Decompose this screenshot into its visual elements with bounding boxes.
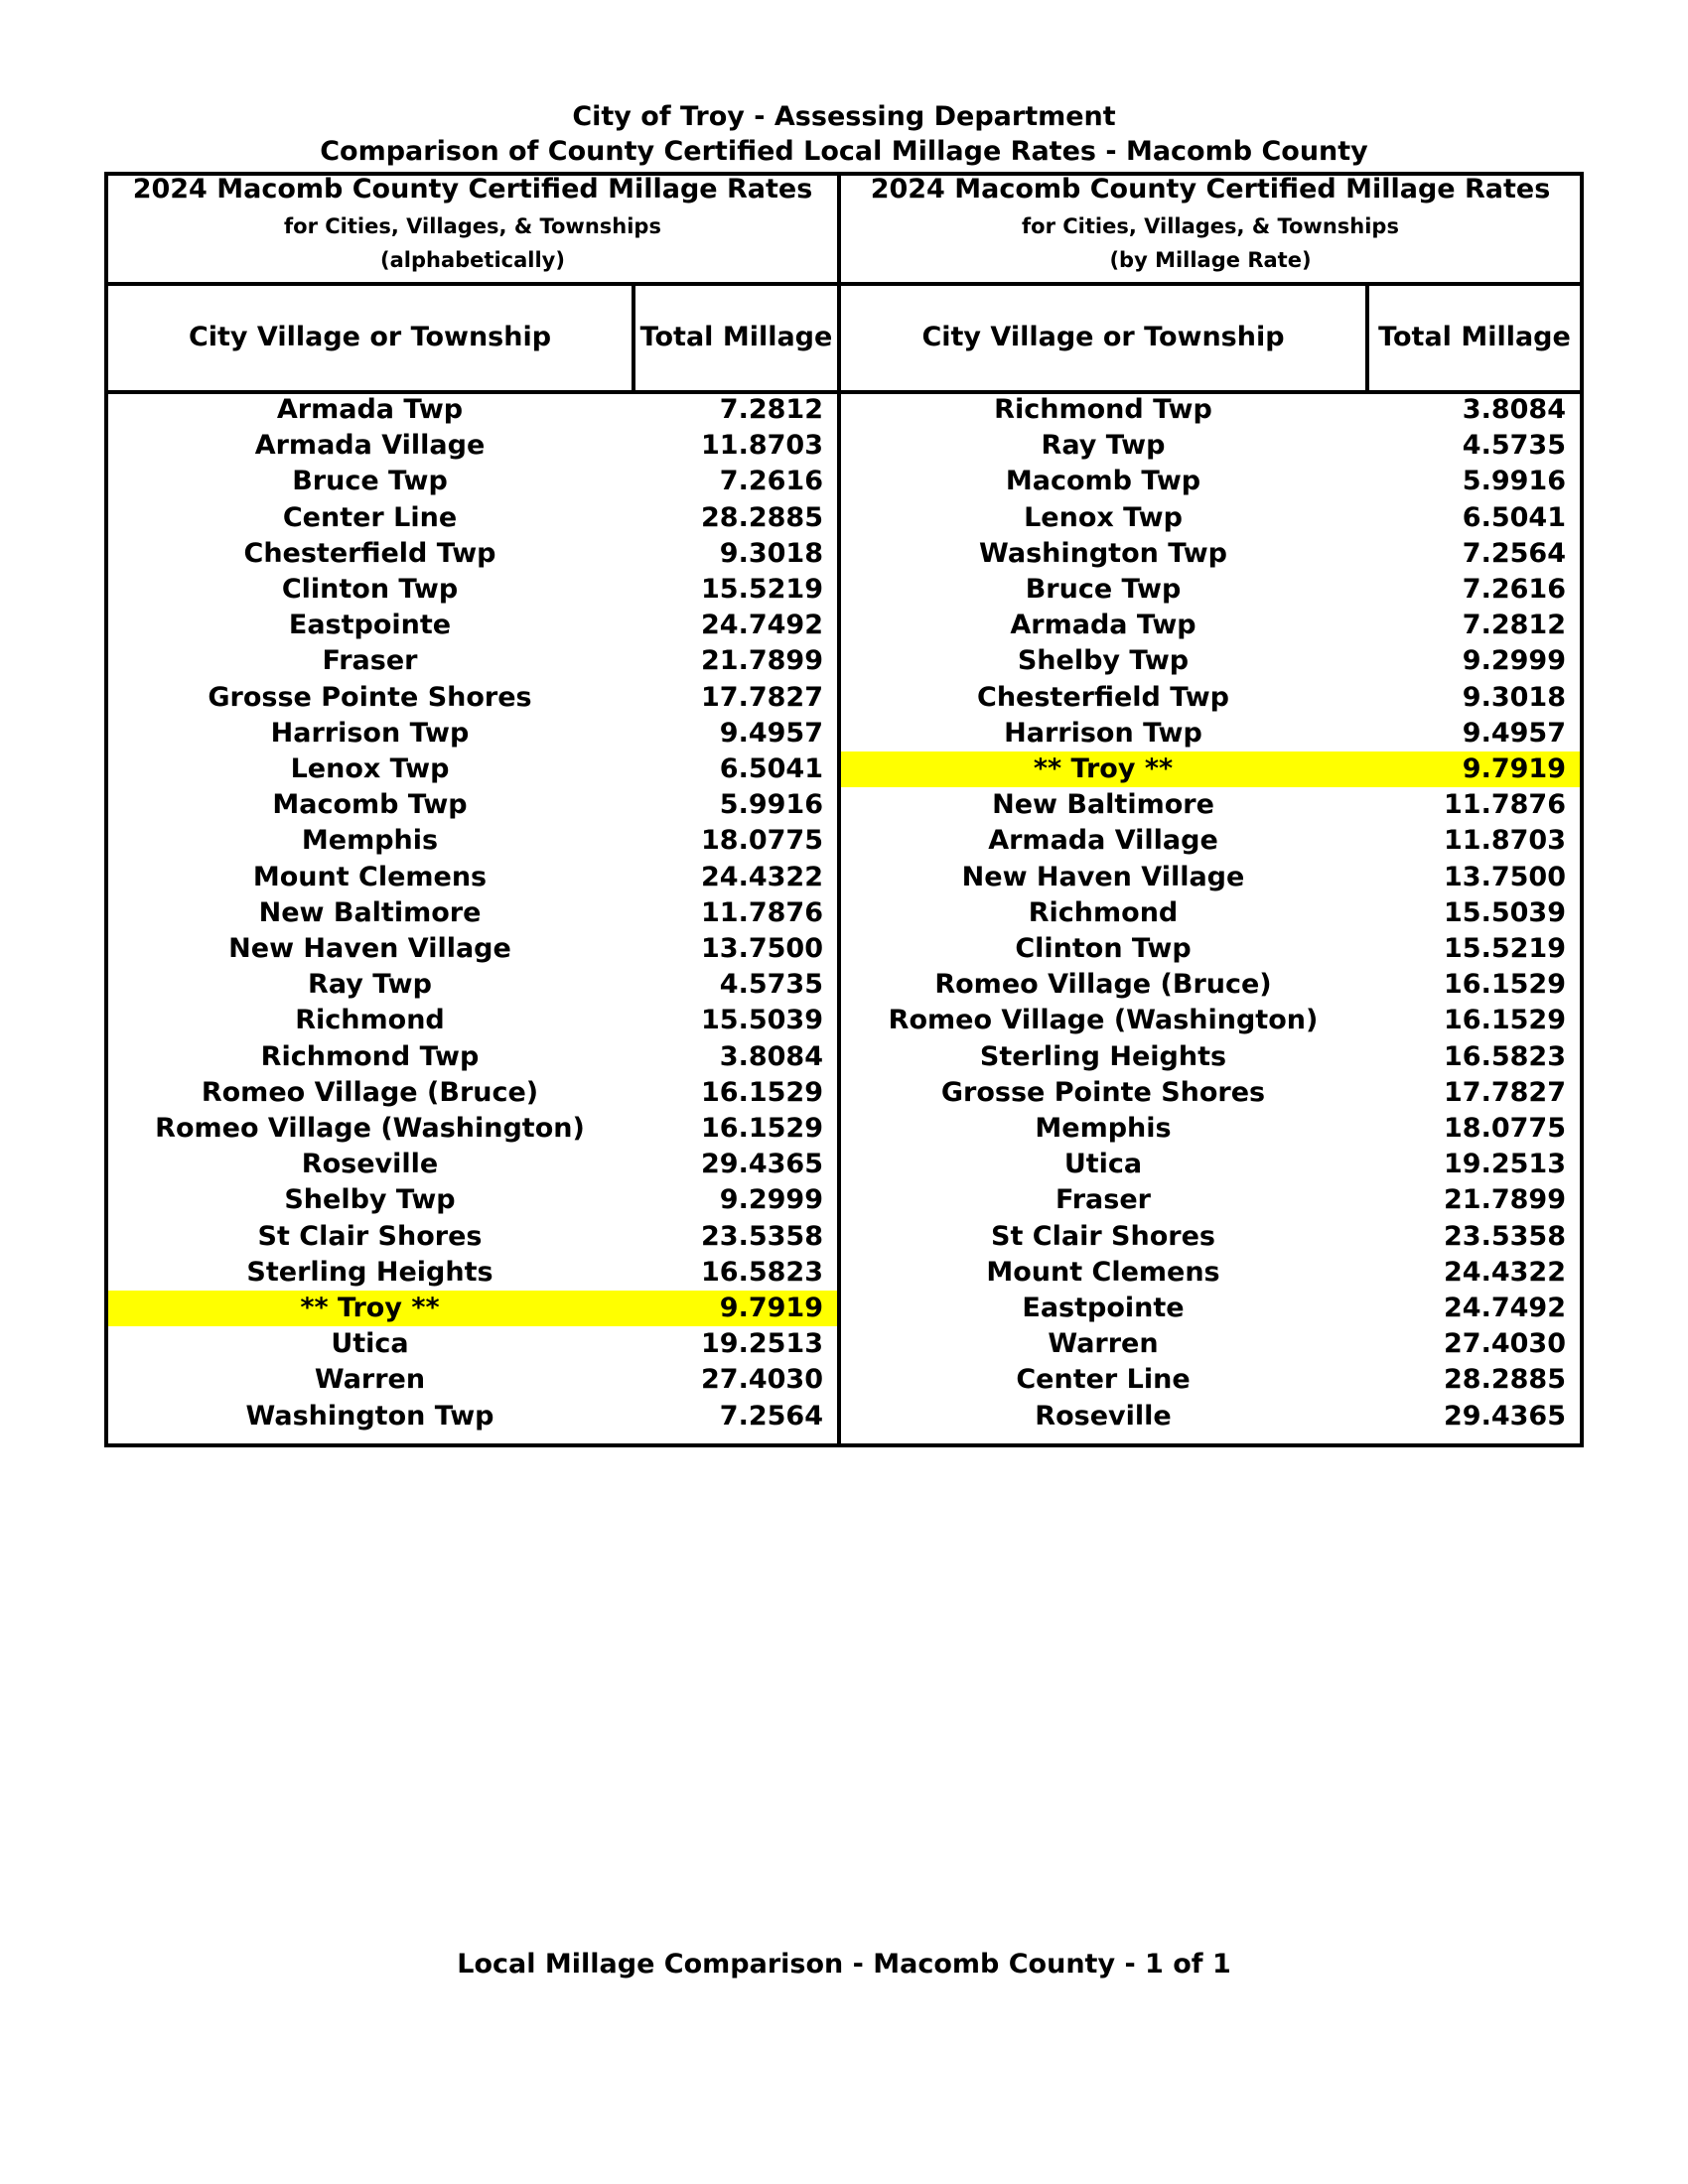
- row-name: Lenox Twp: [290, 753, 450, 784]
- right-order-note: (by Millage Rate): [1109, 248, 1312, 272]
- row-name: St Clair Shores: [257, 1220, 483, 1252]
- table-row: [108, 1326, 837, 1362]
- row-value: 5.9916: [1462, 466, 1566, 497]
- row-name: Romeo Village (Bruce): [934, 969, 1272, 1001]
- row-name: New Baltimore: [258, 896, 482, 928]
- row-value: 4.5735: [719, 969, 823, 1001]
- row-value: 11.7876: [701, 896, 823, 928]
- row-name: Memphis: [1035, 1113, 1172, 1144]
- row-value: 16.1529: [701, 1113, 823, 1144]
- table-row: [108, 931, 837, 967]
- row-name: Center Line: [1016, 1364, 1191, 1396]
- table-row: [841, 680, 1580, 716]
- row-name: Roseville: [301, 1149, 439, 1180]
- row-value: 15.5219: [701, 574, 823, 605]
- table-row: [108, 1255, 837, 1291]
- row-name: Harrison Twp: [270, 717, 470, 749]
- row-name: Fraser: [322, 645, 418, 677]
- table-row: [108, 787, 837, 823]
- table-row: [108, 572, 837, 608]
- row-value: 16.1529: [1444, 1005, 1566, 1036]
- row-name: Clinton Twp: [281, 574, 459, 605]
- row-value: 3.8084: [719, 1040, 823, 1072]
- table-row: [108, 716, 837, 751]
- row-name: Eastpointe: [288, 610, 452, 641]
- right-subheading: for Cities, Villages, & Townships: [1022, 214, 1399, 238]
- table-row: [108, 500, 837, 536]
- row-value: 16.5823: [701, 1256, 823, 1288]
- table-row: [841, 1219, 1580, 1255]
- row-name: Chesterfield Twp: [977, 681, 1229, 713]
- table-row: [841, 608, 1580, 643]
- row-name: Washington Twp: [245, 1400, 494, 1432]
- header-divider: [104, 282, 1584, 286]
- page-subtitle: Comparison of County Certified Local Millage Rates - Macomb County: [320, 136, 1368, 167]
- table-row: [841, 751, 1580, 787]
- row-value: 19.2513: [701, 1328, 823, 1360]
- row-value: 7.2564: [1462, 537, 1566, 569]
- table-row: [108, 1075, 837, 1111]
- row-name: New Haven Village: [961, 861, 1245, 892]
- row-value: 24.7492: [1444, 1293, 1566, 1323]
- table-row: [841, 1111, 1580, 1147]
- row-name: Richmond Twp: [260, 1040, 480, 1072]
- table-row: [841, 1362, 1580, 1398]
- table-row: [841, 1147, 1580, 1182]
- row-name: St Clair Shores: [991, 1220, 1215, 1252]
- table-row: [841, 895, 1580, 931]
- row-value: 7.2616: [1462, 574, 1566, 605]
- table-row: [108, 1182, 837, 1218]
- row-value: 19.2513: [1444, 1149, 1566, 1180]
- row-name: Utica: [331, 1328, 409, 1360]
- row-name: Armada Village: [254, 430, 486, 462]
- row-value: 15.5219: [1444, 933, 1566, 964]
- row-name: Warren: [314, 1364, 426, 1396]
- row-name: Romeo Village (Washington): [888, 1005, 1319, 1036]
- table-row: [841, 572, 1580, 608]
- row-value: 7.2812: [1462, 610, 1566, 641]
- right-heading: 2024 Macomb County Certified Millage Rates: [870, 174, 1551, 205]
- row-value: 6.5041: [719, 753, 823, 784]
- table-row: [108, 1003, 837, 1038]
- row-name: Armada Village: [988, 825, 1218, 857]
- table-row: [108, 1399, 837, 1434]
- row-name: Harrison Twp: [1004, 717, 1202, 749]
- table-row: [108, 751, 837, 787]
- row-name: Clinton Twp: [1015, 933, 1192, 964]
- table-row: [841, 931, 1580, 967]
- table-row: [841, 967, 1580, 1003]
- row-value: 6.5041: [1462, 501, 1566, 533]
- row-value: 24.7492: [701, 610, 823, 641]
- row-name: Fraser: [1055, 1184, 1151, 1216]
- table-row: [108, 536, 837, 572]
- row-value: 21.7899: [701, 645, 823, 677]
- table-row: [841, 716, 1580, 751]
- table-row: [108, 823, 837, 859]
- row-name: Shelby Twp: [1017, 645, 1190, 677]
- table-row: [841, 500, 1580, 536]
- row-name: Romeo Village (Bruce): [201, 1076, 539, 1108]
- row-name: Sterling Heights: [246, 1256, 493, 1288]
- page-footer: Local Millage Comparison - Macomb County - 1 of 1: [457, 1949, 1231, 1979]
- right-col-name-header: City Village or Township: [921, 322, 1285, 352]
- row-value: 17.7827: [1444, 1076, 1566, 1108]
- row-name: Ray Twp: [308, 969, 432, 1001]
- row-value: 9.3018: [719, 537, 823, 569]
- row-value: 5.9916: [719, 789, 823, 821]
- row-value: 11.8703: [701, 430, 823, 462]
- table-row: [841, 1255, 1580, 1291]
- row-value: 9.4957: [1462, 717, 1566, 749]
- table-row: [108, 643, 837, 679]
- row-value: 24.4322: [1444, 1256, 1566, 1288]
- table-row: [108, 1219, 837, 1255]
- row-name: Macomb Twp: [272, 789, 468, 821]
- table-row: [841, 1291, 1580, 1326]
- row-name: Eastpointe: [1022, 1293, 1185, 1323]
- table-row: [108, 680, 837, 716]
- row-value: 11.8703: [1444, 825, 1566, 857]
- row-value: 21.7899: [1444, 1184, 1566, 1216]
- row-value: 13.7500: [1444, 861, 1566, 892]
- row-value: 18.0775: [1444, 1113, 1566, 1144]
- table-row: [108, 1147, 837, 1182]
- row-name: Grosse Pointe Shores: [208, 681, 532, 713]
- row-name: Center Line: [282, 501, 458, 533]
- table-row: [108, 1039, 837, 1075]
- row-value: 9.3018: [1462, 681, 1566, 713]
- left-col-value-header: Total Millage: [639, 322, 833, 352]
- row-value: 16.1529: [701, 1076, 823, 1108]
- table-row: [108, 967, 837, 1003]
- row-value: 18.0775: [701, 825, 823, 857]
- row-name: Mount Clemens: [986, 1256, 1220, 1288]
- left-col-name-header: City Village or Township: [188, 322, 552, 352]
- row-name: Sterling Heights: [979, 1040, 1227, 1072]
- row-value: 29.4365: [701, 1149, 823, 1180]
- row-name: Memphis: [301, 825, 439, 857]
- table-row: [841, 823, 1580, 859]
- row-value: 27.4030: [701, 1364, 823, 1396]
- row-name: Warren: [1048, 1328, 1159, 1360]
- left-subheading: for Cities, Villages, & Townships: [284, 214, 661, 238]
- table-row: [108, 464, 837, 499]
- table-row: [841, 464, 1580, 499]
- row-value: 7.2812: [719, 394, 823, 425]
- row-value: 15.5039: [701, 1005, 823, 1036]
- row-name: Washington Twp: [979, 537, 1227, 569]
- table-row: [841, 1399, 1580, 1434]
- row-name: Richmond: [295, 1005, 445, 1036]
- table-row: [108, 1291, 837, 1326]
- row-name: New Haven Village: [228, 933, 511, 964]
- table-row: [841, 1003, 1580, 1038]
- row-value: 7.2616: [719, 466, 823, 497]
- table-row: [841, 536, 1580, 572]
- row-name: Macomb Twp: [1005, 466, 1201, 497]
- row-name: Chesterfield Twp: [243, 537, 496, 569]
- row-name: Ray Twp: [1041, 430, 1166, 462]
- table-row: [841, 860, 1580, 895]
- row-name: Armada Twp: [276, 394, 464, 425]
- row-value: 7.2564: [719, 1400, 823, 1432]
- row-name: Grosse Pointe Shores: [940, 1076, 1266, 1108]
- row-value: 28.2885: [1444, 1364, 1566, 1396]
- table-row: [108, 1111, 837, 1147]
- row-name: Lenox Twp: [1024, 501, 1183, 533]
- row-value: 16.1529: [1444, 969, 1566, 1001]
- row-value: 15.5039: [1444, 896, 1566, 928]
- row-name: Romeo Village (Washington): [155, 1113, 585, 1144]
- row-value: 16.5823: [1444, 1040, 1566, 1072]
- table-row: [108, 608, 837, 643]
- table-row: [841, 1326, 1580, 1362]
- table-row: [108, 895, 837, 931]
- table-row: [841, 1039, 1580, 1075]
- row-value: 9.4957: [719, 717, 823, 749]
- row-value: 23.5358: [1444, 1220, 1566, 1252]
- row-value: 4.5735: [1462, 430, 1566, 462]
- row-value: 3.8084: [1462, 394, 1566, 425]
- row-value: 9.2999: [1462, 645, 1566, 677]
- row-name: Shelby Twp: [284, 1184, 456, 1216]
- right-col-value-header: Total Millage: [1378, 322, 1571, 352]
- table-row: [841, 428, 1580, 464]
- table-row: [108, 860, 837, 895]
- table-row: [108, 392, 837, 428]
- table-row: [108, 428, 837, 464]
- row-value: 29.4365: [1444, 1400, 1566, 1432]
- row-value: 27.4030: [1444, 1328, 1566, 1360]
- row-name: Bruce Twp: [292, 466, 448, 497]
- table-row: [841, 787, 1580, 823]
- table-row: [841, 643, 1580, 679]
- row-name: ** Troy **: [300, 1293, 440, 1323]
- row-name: Richmond: [1028, 896, 1179, 928]
- left-heading: 2024 Macomb County Certified Millage Rates: [132, 174, 813, 205]
- row-value: 23.5358: [701, 1220, 823, 1252]
- row-value: 9.7919: [719, 1293, 823, 1323]
- row-value: 17.7827: [701, 681, 823, 713]
- row-name: Richmond Twp: [994, 394, 1212, 425]
- row-value: 28.2885: [701, 501, 823, 533]
- row-value: 9.7919: [1462, 753, 1566, 784]
- row-value: 11.7876: [1444, 789, 1566, 821]
- row-name: Utica: [1063, 1149, 1143, 1180]
- page-title: City of Troy - Assessing Department: [572, 101, 1116, 132]
- row-value: 9.2999: [719, 1184, 823, 1216]
- row-name: New Baltimore: [992, 789, 1214, 821]
- table-row: [108, 1362, 837, 1398]
- row-value: 24.4322: [701, 861, 823, 892]
- row-name: Armada Twp: [1010, 610, 1196, 641]
- table-row: [841, 1075, 1580, 1111]
- table-row: [841, 1182, 1580, 1218]
- left-order-note: (alphabetically): [380, 248, 565, 272]
- row-name: ** Troy **: [1033, 753, 1174, 784]
- row-value: 13.7500: [701, 933, 823, 964]
- row-name: Mount Clemens: [252, 861, 488, 892]
- row-name: Roseville: [1035, 1400, 1172, 1432]
- row-name: Bruce Twp: [1025, 574, 1182, 605]
- table-row: [841, 392, 1580, 428]
